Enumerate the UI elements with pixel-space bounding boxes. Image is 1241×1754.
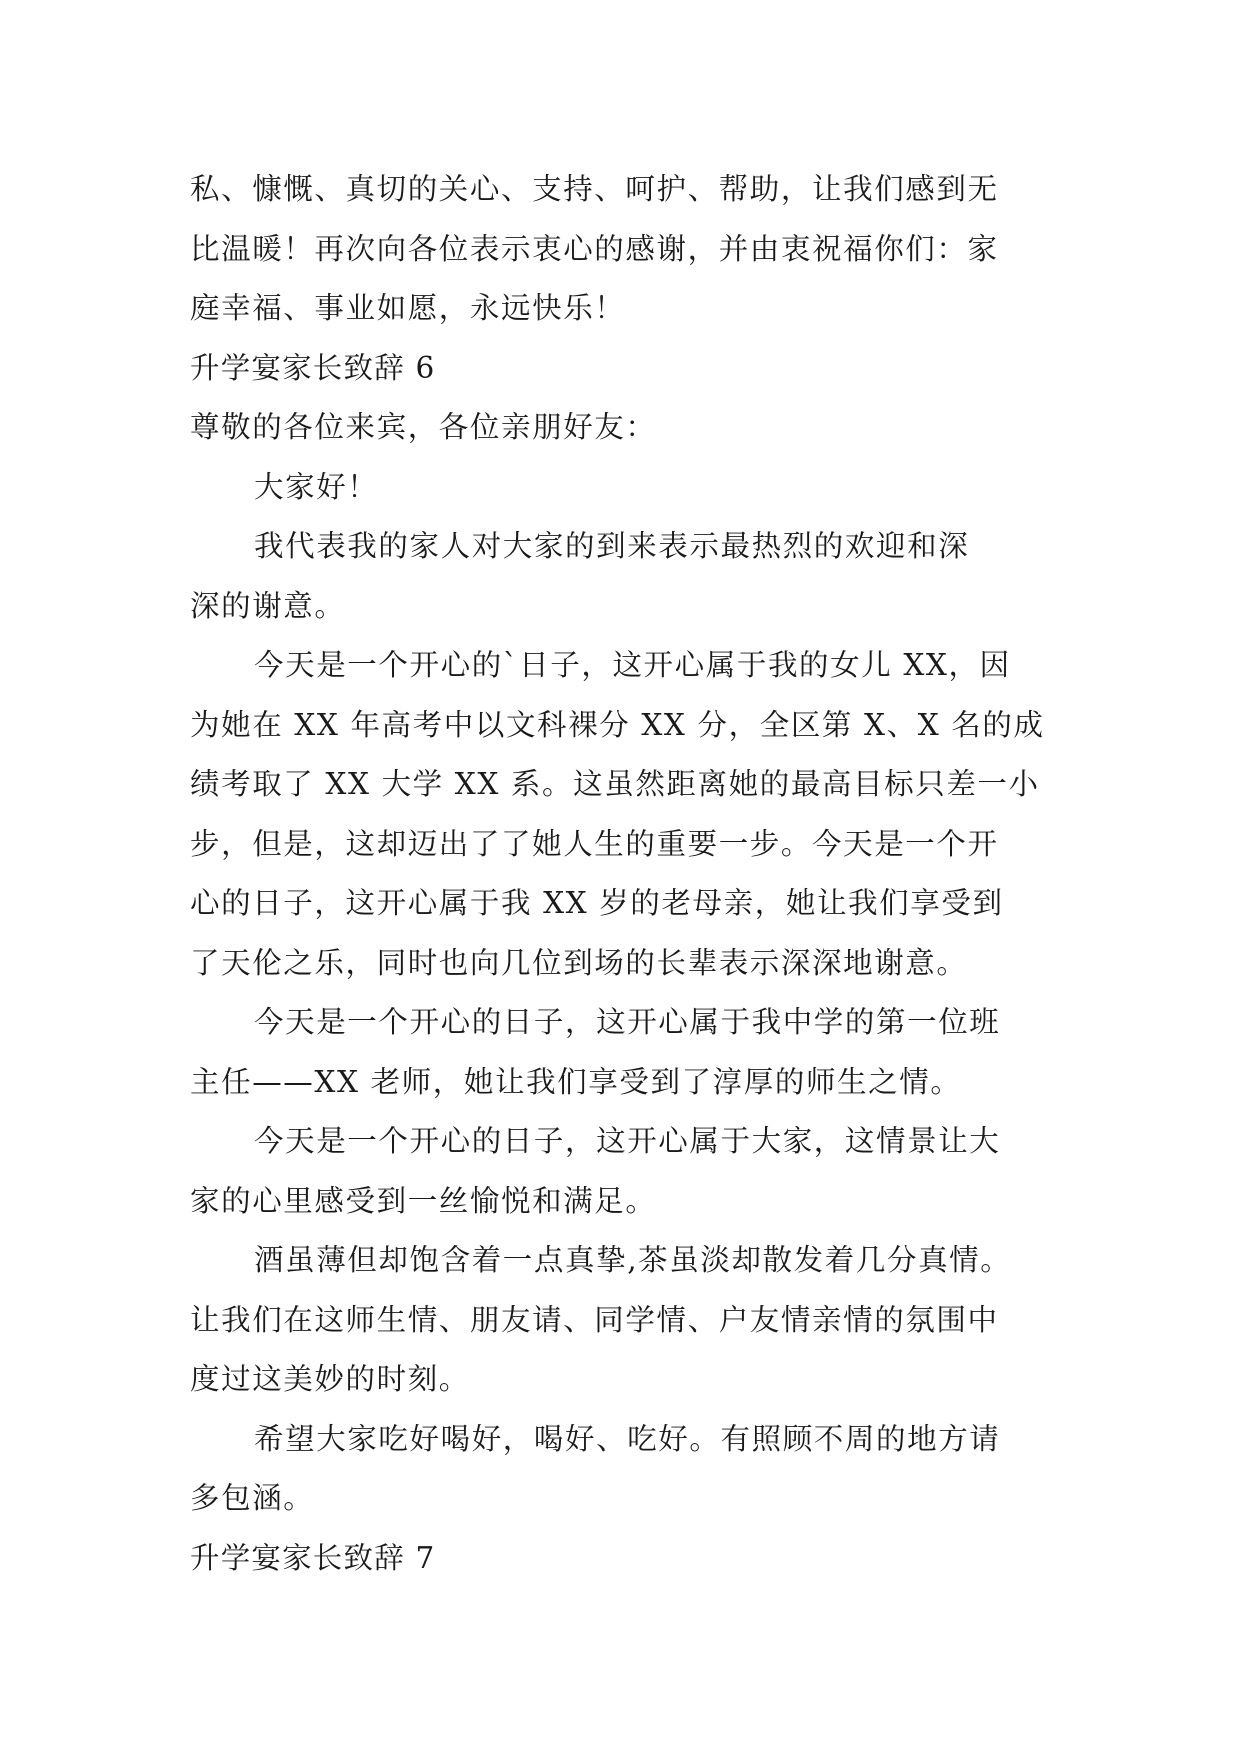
body-line: 家的心里感受到一丝愉悦和满足。 [190,1183,657,1218]
body-line: 希望大家吃好喝好，喝好、吃好。有照顾不周的地方请 [254,1421,1001,1456]
body-line: 深的谢意。 [190,588,346,623]
body-line: 为她在 XX 年高考中以文科裸分 XX 分，全区第 X、X 名的成 [190,707,1045,742]
salutation: 尊敬的各位来宾，各位亲朋好友： [190,410,657,444]
body-line: 今天是一个开心的日子，这开心属于我中学的第一位班 [254,1005,1001,1039]
body-line: 了天伦之乐，同时也向几位到场的长辈表示深深地谢意。 [190,945,968,980]
body-line: 酒虽薄但却饱含着一点真挚,茶虽淡却散发着几分真情。 [254,1243,1012,1277]
body-line: 我代表我的家人对大家的到来表示最热烈的欢迎和深 [254,529,970,563]
section-heading: 升学宴家长致辞 6 [190,350,436,385]
section-heading: 升学宴家长致辞 7 [190,1540,436,1575]
greeting: 大家好！ [254,469,379,504]
body-line: 绩考取了 XX 大学 XX 系。这虽然距离她的最高目标只差一小 [190,767,1040,801]
body-line: 心的日子，这开心属于我 XX 岁的老母亲，她让我们享受到 [190,886,1004,920]
body-line: 多包涵。 [190,1481,315,1515]
body-line: 步，但是，这却迈出了了她人生的重要一步。今天是一个开 [190,826,999,861]
body-line: 庭幸福、事业如愿，永远快乐！ [190,291,626,325]
body-line: 私、慷慨、真切的关心、支持、呵护、帮助，让我们感到无 [190,172,999,206]
body-line: 今天是一个开心的日子，这开心属于大家，这情景让大 [254,1124,1001,1158]
body-line: 让我们在这师生情、朋友请、同学情、户友情亲情的氛围中 [190,1302,999,1337]
body-line: 比温暖！再次向各位表示衷心的感谢，并由衷祝福你们：家 [190,231,999,266]
body-line: 度过这美妙的时刻。 [190,1362,470,1396]
body-line: 今天是一个开心的`日子，这开心属于我的女儿 XX，因 [254,648,1011,682]
document-body [190,160,1056,1588]
body-line: 主任——XX 老师，她让我们享受到了淳厚的师生之情。 [190,1064,962,1099]
